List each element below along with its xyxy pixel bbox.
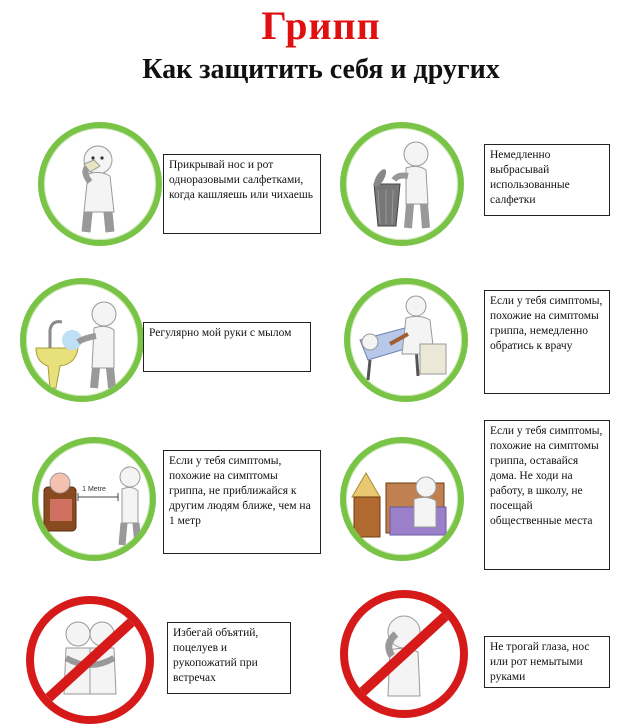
distance-icon: [32, 437, 156, 561]
tissue-cover-icon: [38, 122, 162, 246]
page-title: Грипп: [261, 3, 381, 48]
trash-bin-icon: [340, 122, 464, 246]
tip-box: Прикрывай нос и рот одноразовыми салфетками, когда кашляешь или чихаешь: [163, 154, 321, 234]
tip-box: Не трогай глаза, нос или рот немытыми руками: [484, 636, 610, 688]
stay-home-icon: [340, 437, 464, 561]
tip-box: Если у тебя симптомы, похожие на симптомы гриппа, не приближайся к другим людям ближе, чем на 1 метр: [163, 450, 321, 554]
no-touch-face-icon: [340, 590, 468, 718]
no-hug-icon: [26, 596, 154, 724]
doctor-icon: [344, 278, 468, 402]
hand-wash-icon: [20, 278, 144, 402]
tip-box: Если у тебя симптомы, похожие на симптомы гриппа, оставайся дома. Не ходи на работу, в школу, не посещай общественные места: [484, 420, 610, 570]
tip-box: Немедленно выбрасывай использованные салфетки: [484, 144, 610, 216]
page-subtitle: Как защитить себя и других: [142, 54, 500, 85]
tip-box: Регулярно мой руки с мылом: [143, 322, 311, 372]
distance-label: 1 Metre: [82, 486, 106, 493]
tip-box: Если у тебя симптомы, похожие на симптомы гриппа, немедленно обратись к врачу: [484, 290, 610, 394]
tip-box: Избегай объятий, поцелуев и рукопожатий при встречах: [167, 622, 291, 694]
